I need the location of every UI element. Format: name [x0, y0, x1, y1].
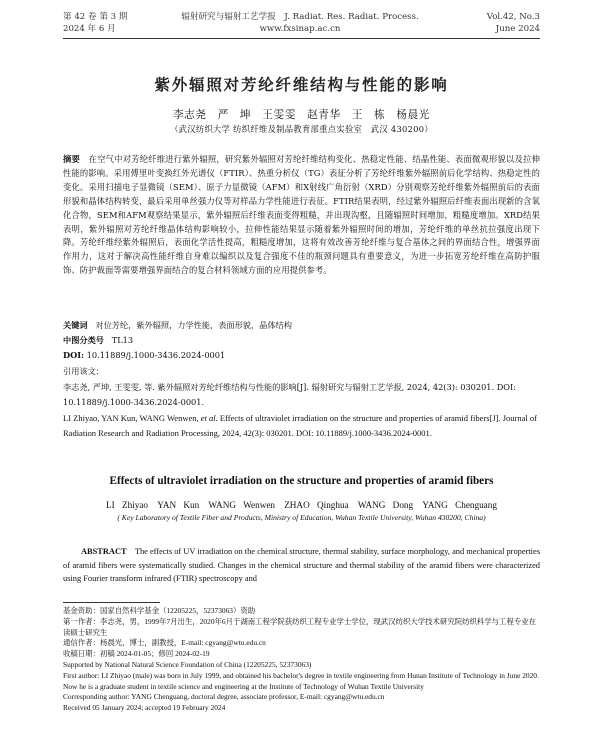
doi-text[interactable]: 10.11889/j.1000-3436.2024-0001 — [86, 350, 226, 360]
citation-en-etal: et al — [200, 413, 216, 423]
keywords-label: 关键词 — [63, 320, 88, 330]
citation-label: 引用该文： — [63, 366, 104, 376]
volume-cn: 第 42 卷 第 3 期 — [63, 12, 128, 22]
header-volume-block — [63, 12, 127, 35]
clc-text: TL13 — [111, 335, 134, 345]
footnote-corresponding-en: Corresponding author: YANG Chenguang, doctoral degree, associate professor, E-mail: cgyang@wtu.edu.cn — [63, 692, 385, 702]
abstract-en — [63, 545, 540, 586]
abstract-en-label: ABSTRACT — [81, 547, 127, 556]
volume-en: Vol.42, No.3 — [486, 12, 540, 22]
abstract-cn-text: 在空气中对芳纶纤维进行紫外辐照，研究紫外辐照对芳纶纤维结构变化、热稳定性能、结晶性能、表面微观形貌以及拉伸性能的影响。采用傅里叶变换红外光谱仪（FTIR）、热重分析仪（TG）表征分析了芳纶纤维紫外辐照前后化学结构、热稳定性的变化。采用扫描电子显微镜（SEM）、原子力显微镜（AFM）和X射线广角衍射（XRD）分别观察芳纶纤维紫外辐照前后的表面形貌和晶体结构转变，最后采用单丝强力仪等对样品力学性能进行表征。FTIR结果表明，经过紫外辐照后纤维表面出现新的含氧化合物，SEM和AFM观察结果显示，紫外辐照后纤维表面变得粗糙，并出现沟壑，且随辐照时间增加，粗糙度增加。XRD结果表明，紫外辐照对芳纶纤维晶体结构影响较小，拉伸性能结果显示随着紫外辐照时间的增加，芳纶纤维的单丝抗拉强度出现下降。芳纶纤维经紫外辐照后，表面化学活性提高，粗糙度增加，这将有效改善芳纶纤维与复合基体之间的界面结合性，增强界面作用力，这对于解决高性能纤维自身难以编织以及复合强度不佳的瓶颈问题具有重要意义，为进一步拓宽芳纶纤维在高防护服饰、防护裁面等需要增强界面结合的复合材料领域方面的应用提供参考。 — [63, 154, 540, 276]
doi — [63, 349, 540, 363]
affiliation-en: ( Key Laboratory of Textile Fiber and Products, Ministry of Education, Wuhan Textile University, Wuhan 430200, China) — [117, 513, 486, 522]
paper-title-en: Effects of ultraviolet irradiation on the structure and properties of aramid fibers — [109, 475, 494, 487]
abstract-cn-label: 摘要 — [63, 154, 81, 164]
clc-label: 中图分类号 — [63, 335, 104, 345]
footnote-first-author-en: First author: LI Zhiyao (male) was born in July 1999, and obtained his bachelor's degree in textile engineering from Hunan Institute of Technology in June 2020. Now he is a graduate student in textile science and engineering at the Institute of Technology of Wuhan Textile University — [63, 670, 539, 691]
authors-en: LI Zhiyao YAN Kun WANG Wenwen ZHAO Qinghua WANG Dong YANG Chenguang — [106, 500, 497, 510]
footnote-corresponding-cn: 通信作者：杨晨光，博士，副教授，E-mail: cgyang@wtu.edu.cn — [63, 638, 266, 648]
header-volume-en-block — [487, 12, 540, 35]
citation-en-rest: . Effects of ultraviolet irradiation on the structure and properties of aramid fibers[J]. Journal of Radiation Research and Radiation Processing, 2024, 42(3): 030201. DOI: 10.11889/j.1000-3436.2024-0001. — [63, 413, 537, 438]
abstract-en-text: The effects of UV irradiation on the chemical structure, thermal stability, surface morphology, and mechanical properties of aramid fibers were systematically studied. Changes in the chemical structure and thermal stability of the aramid fibers were characterized using Fourier transform infrared (FTIR) spectroscopy and — [63, 547, 540, 584]
journal-website[interactable]: www.fxsinap.ac.cn — [259, 23, 341, 34]
abstract-cn — [63, 153, 540, 278]
affiliation-cn: （武汉纺织大学 纺织纤维及制品教育部重点实验室 武汉 430200） — [170, 124, 433, 134]
doi-label: DOI: — [63, 350, 85, 360]
header-journal-block — [150, 12, 450, 35]
citation-cn: 李志尧, 严坤, 王雯雯, 等. 紫外辐照对芳纶纤维结构与性能的影响[J]. 辐射研究与辐射工艺学报, 2024, 42(3): 030201. DOI: 10.11889/j.1000-3436.2024-0001. — [63, 382, 516, 407]
footnote-received-en: Received 05 January 2024; accepted 19 February 2024 — [63, 703, 226, 713]
footnote-divider — [63, 602, 160, 603]
date-en: June 2024 — [495, 23, 540, 34]
header-divider — [63, 38, 540, 39]
keywords-cn — [63, 319, 540, 333]
citation-en-authors: LI Zhiyao, YAN Kun, WANG Wenwen, — [63, 413, 201, 423]
date-cn: 2024 年 6 月 — [63, 23, 116, 34]
clc-number — [63, 334, 540, 348]
footnotes — [63, 606, 540, 714]
citation-en — [63, 411, 540, 440]
footnote-funding-en: Supported by National Natural Science Foundation of China (12205225, 52373063) — [63, 659, 312, 669]
journal-name: 辐射研究与辐射工艺学报 J. Radiat. Res. Radiat. Process. — [181, 12, 419, 22]
footnote-funding-cn: 基金资助：国家自然科学基金（12205225，52373063）资助 — [63, 606, 256, 615]
paper-title-cn: 紫外辐照对芳纶纤维结构与性能的影响 — [154, 76, 449, 94]
authors-cn: 李志尧 严 坤 王雯雯 赵青华 王 栋 杨晨光 — [172, 109, 430, 121]
keywords-text: 对位芳纶，紫外辐照，力学性能，表面形貌，晶体结构 — [95, 320, 292, 330]
footnote-received-cn: 收稿日期：初稿 2024-01-05；修回 2024-02-19 — [63, 649, 210, 659]
footnote-first-author-cn: 第一作者：李志尧，男，1999年7月出生，2020年6月于湖南工程学院获纺织工程专业学士学位，现武汉纺织大学技术研究院纺织科学与工程专业在读硕士研究生 — [63, 616, 537, 637]
